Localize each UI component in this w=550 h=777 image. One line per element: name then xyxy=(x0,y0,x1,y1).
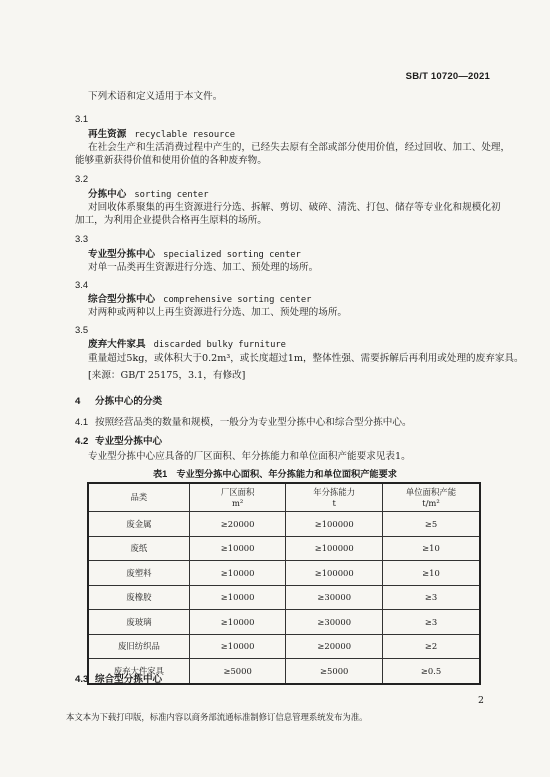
section-number: 4 xyxy=(75,396,81,407)
table-cell: ≥20000 xyxy=(286,634,383,659)
term-number: 3.4 xyxy=(75,279,89,290)
header-cell: 单位面积产能 t/m² xyxy=(383,483,481,512)
table-row xyxy=(88,536,480,561)
term-en: recyclable resource xyxy=(134,130,236,140)
table-cell: ≥10000 xyxy=(189,610,286,635)
term-zh: 再生资源 xyxy=(88,129,127,140)
term-heading xyxy=(88,336,286,350)
table-cell: 废旧纺织品 xyxy=(88,634,189,659)
table-cell: ≥10 xyxy=(383,536,481,561)
subsection-title: 综合型分拣中心 xyxy=(95,674,163,685)
term-number: 3.3 xyxy=(75,233,89,244)
subsection-heading xyxy=(75,671,162,685)
table-cell: ≥30000 xyxy=(286,585,383,610)
term-zh: 分拣中心 xyxy=(88,189,127,200)
term-heading xyxy=(88,126,235,140)
term-definition: 对回收体系聚集的再生资源进行分选、拆解、剪切、破碎、清洗、打包、储存等专业化和规模化初 xyxy=(88,202,501,213)
term-en: specialized sorting center xyxy=(163,250,301,260)
clause-number: 4.1 xyxy=(75,416,89,427)
table-cell: 废弃大件家具 xyxy=(88,659,189,684)
term-zh: 专业型分拣中心 xyxy=(88,249,156,260)
term-number: 3.5 xyxy=(75,324,89,335)
table-header-row xyxy=(88,483,480,512)
table-cell: ≥100000 xyxy=(286,512,383,537)
table-cell: ≥10000 xyxy=(189,634,286,659)
table-cell: ≥5000 xyxy=(189,659,286,684)
term-definition: 能够重新获得价值和使用价值的各种废弃物。 xyxy=(75,155,267,166)
term-definition: 在社会生产和生活消费过程中产生的，已经失去原有全部或部分使用价值，经过回收、加工、处理， xyxy=(88,142,511,153)
clause-text: 专业型分拣中心应具备的厂区面积、年分拣能力和单位面积产能要求见表1。 xyxy=(88,451,411,462)
header-cell: 年分拣能力 t xyxy=(286,483,383,512)
table-row xyxy=(88,512,480,537)
term-definition: 加工，为利用企业提供合格再生原料的场所。 xyxy=(75,215,267,226)
subsection-number: 4.2 xyxy=(75,436,89,447)
term-definition: 对两种或两种以上再生资源进行分选、加工、预处理的场所。 xyxy=(88,307,348,318)
table-cell: ≥3 xyxy=(383,610,481,635)
term-heading xyxy=(88,291,311,305)
table-cell: ≥5000 xyxy=(286,659,383,684)
document-code: SB/T 10720—2021 xyxy=(405,71,490,82)
table-cell: 废玻璃 xyxy=(88,610,189,635)
term-heading xyxy=(88,186,209,200)
subsection-title: 专业型分拣中心 xyxy=(95,436,163,447)
clause-text: 按照经营品类的数量和规模，一般分为专业型分拣中心和综合型分拣中心。 xyxy=(95,417,412,428)
table-cell: 废纸 xyxy=(88,536,189,561)
term-heading xyxy=(88,246,301,260)
intro-text: 下列术语和定义适用于本文件。 xyxy=(88,91,223,102)
table-row xyxy=(88,610,480,635)
table-cell: ≥100000 xyxy=(286,536,383,561)
table-cell: 废金属 xyxy=(88,512,189,537)
term-en: comprehensive sorting center xyxy=(163,295,312,305)
table-cell: ≥10000 xyxy=(189,585,286,610)
header-cell: 厂区面积 m² xyxy=(189,483,286,512)
term-en: discarded bulky furniture xyxy=(153,340,286,350)
requirements-table xyxy=(87,482,481,685)
term-number: 3.2 xyxy=(75,173,89,184)
subsection-number: 4.3 xyxy=(75,674,89,685)
term-en: sorting center xyxy=(134,190,209,200)
section-title: 分拣中心的分类 xyxy=(95,396,163,407)
table-row xyxy=(88,561,480,586)
term-zh: 废弃大件家具 xyxy=(88,339,146,350)
section-heading xyxy=(75,393,162,407)
term-source: [来源：GB/T 25175，3.1，有修改] xyxy=(88,370,246,381)
table-cell: ≥10000 xyxy=(189,561,286,586)
table-cell: ≥30000 xyxy=(286,610,383,635)
table-caption: 表1 专业型分拣中心面积、年分拣能力和单位面积产能要求 xyxy=(153,469,397,479)
table-cell: ≥5 xyxy=(383,512,481,537)
term-definition: 对单一品类再生资源进行分选、加工、预处理的场所。 xyxy=(88,262,319,273)
table-cell: ≥10000 xyxy=(189,536,286,561)
table-cell: ≥0.5 xyxy=(383,659,481,684)
term-zh: 综合型分拣中心 xyxy=(88,294,156,305)
subsection-heading xyxy=(75,433,162,447)
table-cell: 废橡胶 xyxy=(88,585,189,610)
page-number: 2 xyxy=(478,695,484,706)
term-definition: 重量超过5kg，或体积大于0.2m³，或长度超过1m，整体性强、需要拆解后再利用或处理的废弃家具。 xyxy=(88,353,524,364)
table-cell: ≥10 xyxy=(383,561,481,586)
table-cell: ≥20000 xyxy=(189,512,286,537)
table-cell: 废塑料 xyxy=(88,561,189,586)
term-number: 3.1 xyxy=(75,113,89,124)
table-cell: ≥100000 xyxy=(286,561,383,586)
table-cell: ≥3 xyxy=(383,585,481,610)
header-cell: 品类 xyxy=(88,483,189,512)
footer-note: 本文本为下载打印版，标准内容以商务部流通标准制修订信息管理系统发布为准。 xyxy=(66,712,368,722)
table-row xyxy=(88,585,480,610)
table-cell: ≥2 xyxy=(383,634,481,659)
table-row xyxy=(88,634,480,659)
